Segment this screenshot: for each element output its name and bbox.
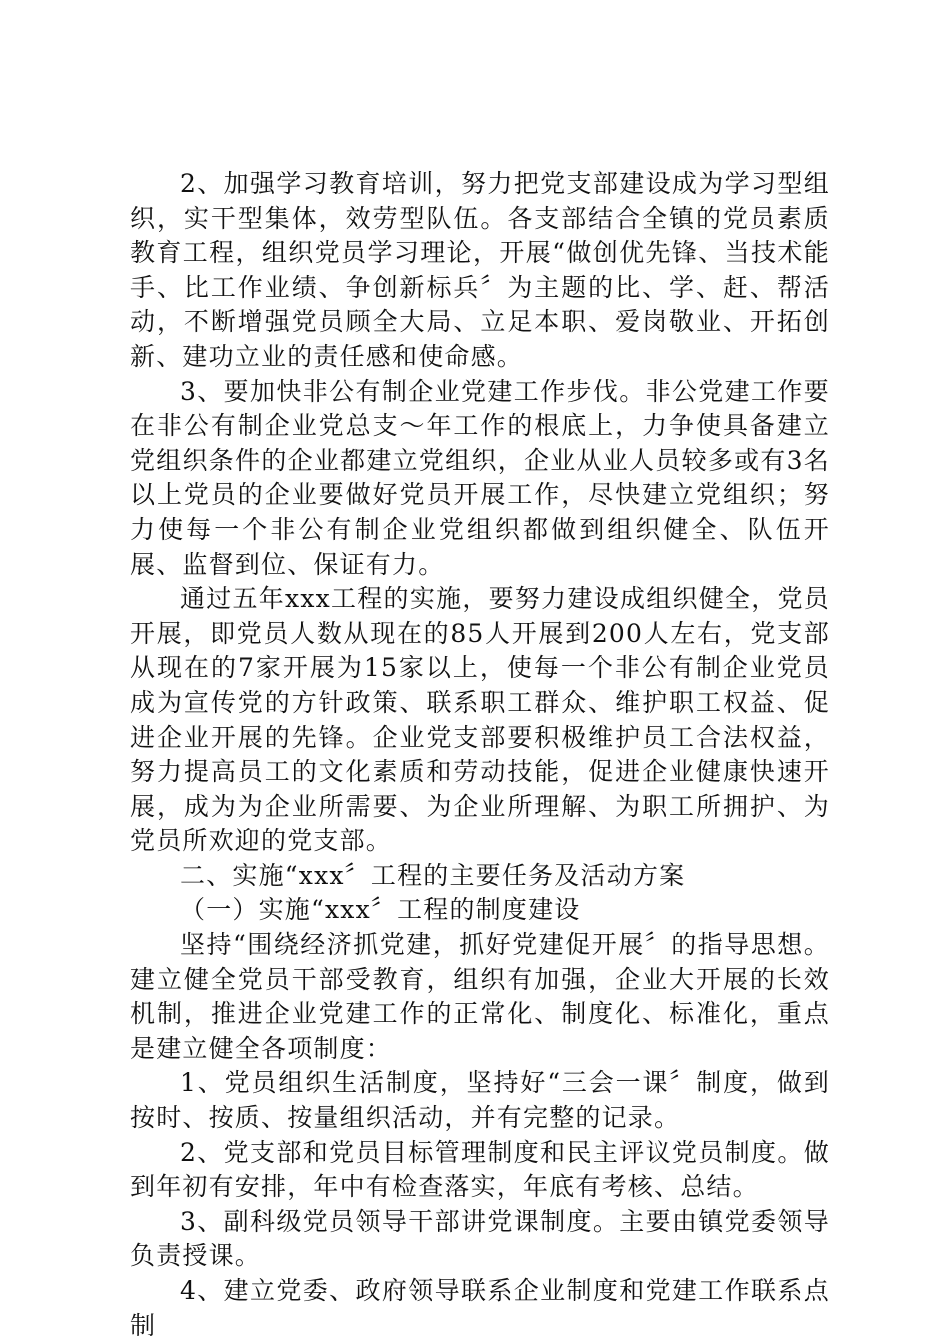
subsection-heading-system-building: （一）实施“xxx〞工程的制度建设 [180, 895, 581, 925]
paragraph-non-public-enterprise: 3、要加快非公有制企业党建工作步伐。非公党建工作要在非公有制企业党总支～年工作的根底上，力争使具备建立党组织条件的企业都建立党组织，企业从业人员较多或有3名以上党员的企业要做好党员开展工作，尽快建立党组织；努力使每一个非公有制企业党组织都做到组织健全、队伍开展、监督到位、保证有力。 [130, 376, 830, 579]
list-item-leader-contact: 4、建立党委、政府领导联系企业制度和党建工作联系点制 [130, 1276, 830, 1340]
paragraph-study-training: 2、加强学习教育培训，努力把党支部建设成为学习型组织，实干型集体，效劳型队伍。各支部结合全镇的党员素质教育工程，组织党员学习理论，开展“做创优先锋、当技术能手、比工作业绩、争创新标兵〞为主题的比、学、赶、帮活动，不断增强党员顾全大局、立足本职、爱岗敬业、开拓创新、建功立业的责任感和使命感。 [130, 169, 830, 371]
list-item-party-lecture: 3、副科级党员领导干部讲党课制度。主要由镇党委领导负责授课。 [130, 1206, 830, 1271]
paragraph-guiding-principle: 坚持“围绕经济抓党建，抓好党建促开展〞的指导思想。建立健全党员干部受教育，组织有加强，企业大开展的长效机制，推进企业党建工作的正常化、制度化、标准化，重点是建立健全各项制度： [130, 930, 830, 1063]
section-heading-main-tasks: 二、实施“xxx〞工程的主要任务及活动方案 [180, 860, 686, 890]
list-item-organization-life: 1、党员组织生活制度，坚持好“三会一课〞制度，做到按时、按质、按量组织活动，并有完整的记录。 [130, 1068, 830, 1133]
document-body [130, 167, 830, 1343]
list-item-target-management: 2、党支部和党员目标管理制度和民主评议党员制度。做到年初有安排，年中有检查落实，年底有考核、总结。 [130, 1137, 830, 1202]
paragraph-five-year-goal: 通过五年xxx工程的实施，要努力建设成组织健全，党员开展，即党员人数从现在的85人开展到200人左右，党支部从现在的7家开展为15家以上，使每一个非公有制企业党员成为宣传党的方针政策、联系职工群众、维护职工权益、促进企业开展的先锋。企业党支部要积极维护员工合法权益，努力提高员工的文化素质和劳动技能，促进企业健康快速开展，成为为企业所需要、为企业所理解、为职工所拥护、为党员所欢迎的党支部。 [130, 584, 830, 856]
